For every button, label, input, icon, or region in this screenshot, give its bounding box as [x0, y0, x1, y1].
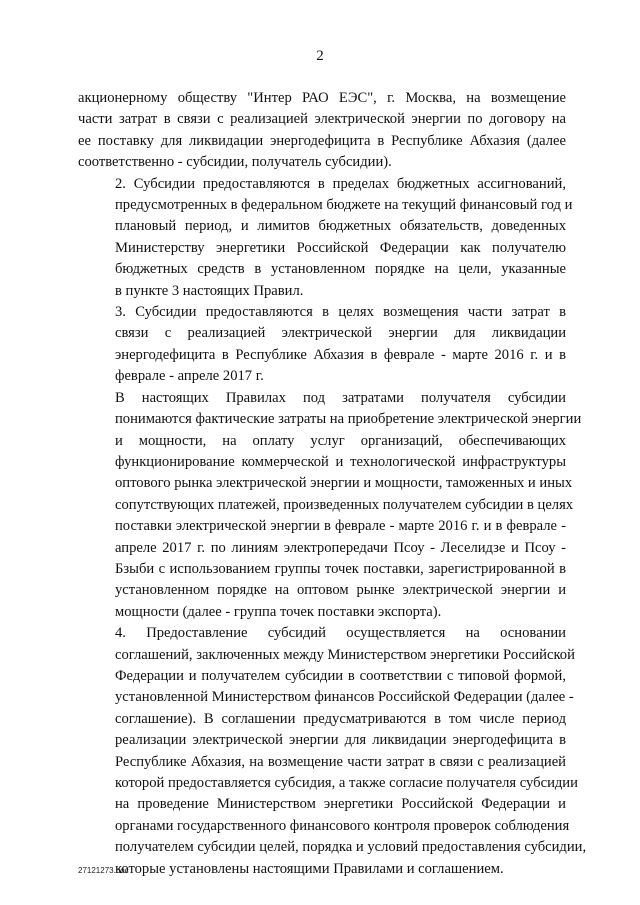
text-line: части затрат в связи с реализацией электрической энергии по договору на — [78, 111, 566, 128]
paragraph — [78, 623, 587, 880]
text-line: соответственно - субсидии, получатель субсидии). — [78, 154, 392, 171]
text-line: и мощности, на оплату услуг организаций, обеспечивающих — [115, 432, 566, 449]
page-number: 2 — [316, 48, 324, 64]
text-line: поставки электрической энергии в феврале - марте 2016 г. и в феврале - — [115, 518, 566, 535]
document-filename: 27121273.doc — [78, 866, 129, 875]
text-line: бюджетных средств в установленном порядке на цели, указанные — [115, 261, 566, 278]
text-line: энергодефицита в Республике Абхазия в феврале - марте 2016 г. и в — [115, 346, 566, 363]
text-line: соглашение). В соглашении предусматриваются в том числе период — [115, 710, 566, 727]
document-body — [78, 88, 587, 880]
paragraph — [78, 88, 566, 174]
text-line: акционерному обществу "Интер РАО ЕЭС", г. Москва, на возмещение — [78, 90, 566, 106]
paragraph — [78, 388, 582, 623]
text-line: органами государственного финансового контроля проверок соблюдения — [115, 817, 570, 834]
text-line: которые установлены настоящими Правилами и соглашением. — [115, 860, 504, 877]
text-line: Министерству энергетики Российской Федерации как получателю — [115, 239, 566, 256]
text-line: которой предоставляется субсидия, а также согласие получателя субсидии — [115, 775, 578, 791]
text-line: установленном порядке на оптовом рынке электрической энергии и — [115, 582, 566, 599]
text-line: реализации электрической энергии для ликвидации энергодефицита в — [115, 732, 566, 749]
text-line: 3. Субсидии предоставляются в целях возмещения части затрат в — [115, 304, 566, 321]
text-line: 4. Предоставление субсидий осуществляется на основании — [115, 625, 566, 642]
text-line: связи с реализацией электрической энергии для ликвидации — [115, 325, 566, 342]
text-line: функционирование коммерческой и технологической инфраструктуры — [115, 453, 566, 470]
text-line: понимаются фактические затраты на приобретение электрической энергии — [115, 411, 582, 428]
text-line: соглашений, заключенных между Министерством энергетики Российской — [115, 646, 575, 663]
text-line: оптового рынка электрической энергии и мощности, таможенных и иных — [115, 475, 573, 492]
text-line: плановый период, и лимитов бюджетных обязательств, доведенных — [115, 218, 566, 235]
text-line: Федерации и получателем субсидии в соответствии с типовой формой, — [115, 667, 566, 684]
text-line: в пункте 3 настоящих Правил. — [115, 282, 304, 299]
text-line: Бзыби с использованием группы точек поставки, зарегистрированной в — [115, 560, 566, 577]
text-line: апреле 2017 г. по линиям электропередачи Псоу - Леселидзе и Псоу - — [115, 539, 566, 556]
text-line: предусмотренных в федеральном бюджете на текущий финансовый год и — [115, 197, 573, 214]
text-line: установленной Министерством финансов Российской Федерации (далее - — [115, 689, 574, 706]
paragraph — [78, 302, 566, 388]
paragraph — [78, 174, 573, 302]
text-line: сопутствующих платежей, произведенных получателем субсидии в целях — [115, 496, 574, 513]
text-line: мощности (далее - группа точек поставки экспорта). — [115, 603, 442, 620]
text-line: В настоящих Правилах под затратами получателя субсидии — [115, 389, 566, 406]
text-line: Республике Абхазия, на возмещение части затрат в связи с реализацией — [115, 753, 566, 770]
text-line: феврале - апреле 2017 г. — [115, 368, 264, 385]
text-line: получателем субсидии целей, порядка и условий предоставления субсидии, — [115, 839, 587, 856]
text-line: на проведение Министерством энергетики Российской Федерации и — [115, 796, 566, 813]
text-line: ее поставку для ликвидации энергодефицита в Республике Абхазия (далее — [78, 132, 566, 149]
text-line: 2. Субсидии предоставляются в пределах бюджетных ассигнований, — [115, 175, 566, 192]
